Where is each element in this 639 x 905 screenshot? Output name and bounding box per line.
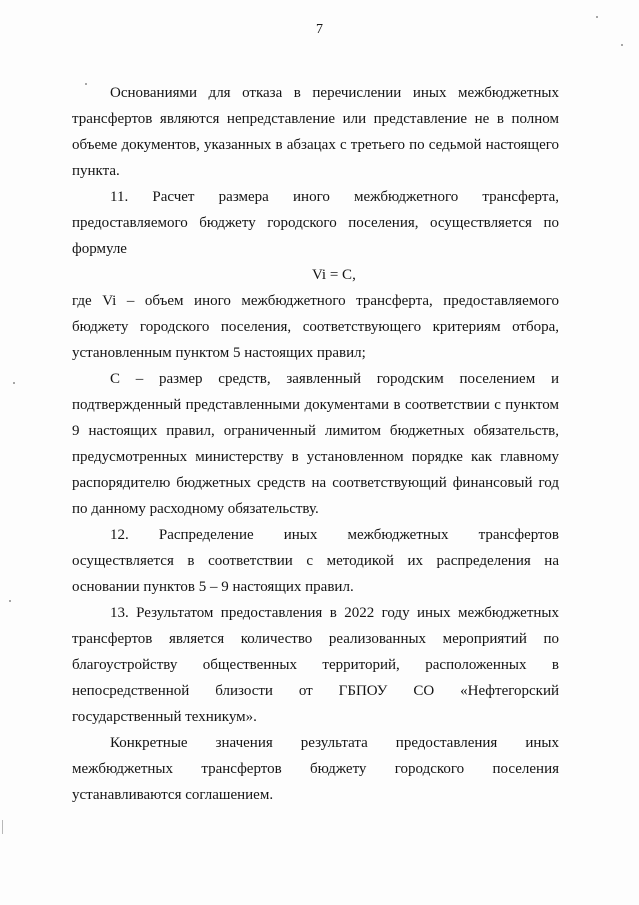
paragraph-formula-vi-definition: где Vi – объем иного межбюджетного трансферта, предоставляемого бюджету городского поселения, соответствующего критериям отбора, установленным пунктом 5 настоящих правил; — [72, 293, 559, 361]
scan-edge-mark — [2, 820, 3, 834]
page-number: 7 — [316, 22, 323, 37]
paragraph-item-11: 11. Расчет размера иного межбюджетного трансферта, предоставляемого бюджету городского поселения, осуществляется по формуле — [72, 189, 559, 257]
paragraph-formula-c-definition: С – размер средств, заявленный городским поселением и подтвержденный представленными документами в соответствии с пунктом 9 настоящих правил, ограниченный лимитом бюджетных обязательств, предусмотренных министерству в установленном порядке как главному распорядителю бюджетных средств на соответствующий финансовый год по данному расходному обязательству. — [72, 371, 559, 517]
document-body — [72, 80, 559, 808]
paragraph-item-12: 12. Распределение иных межбюджетных трансфертов осуществляется в соответствии с методикой их распределения на основании пунктов 5 – 9 настоящих правил. — [72, 527, 559, 595]
scan-speck — [13, 382, 15, 384]
scan-speck — [596, 16, 598, 18]
paragraph-refusal-grounds: Основаниями для отказа в перечислении иных межбюджетных трансфертов являются непредставление или представление не в полном объеме документов, указанных в абзацах с третьего по седьмой настоящего пункта. — [72, 85, 559, 179]
scan-speck — [621, 44, 623, 46]
scan-speck — [9, 600, 11, 602]
paragraph-result-values: Конкретные значения результата предоставления иных межбюджетных трансфертов бюджету городского поселения устанавливаются соглашением. — [72, 735, 559, 803]
paragraph-item-13: 13. Результатом предоставления в 2022 году иных межбюджетных трансфертов является количество реализованных мероприятий по благоустройству общественных территорий, расположенных в непосредственной близости от ГБПОУ СО «Нефтегорский государственный техникум». — [72, 605, 559, 725]
formula: Vi = C, — [312, 267, 356, 283]
